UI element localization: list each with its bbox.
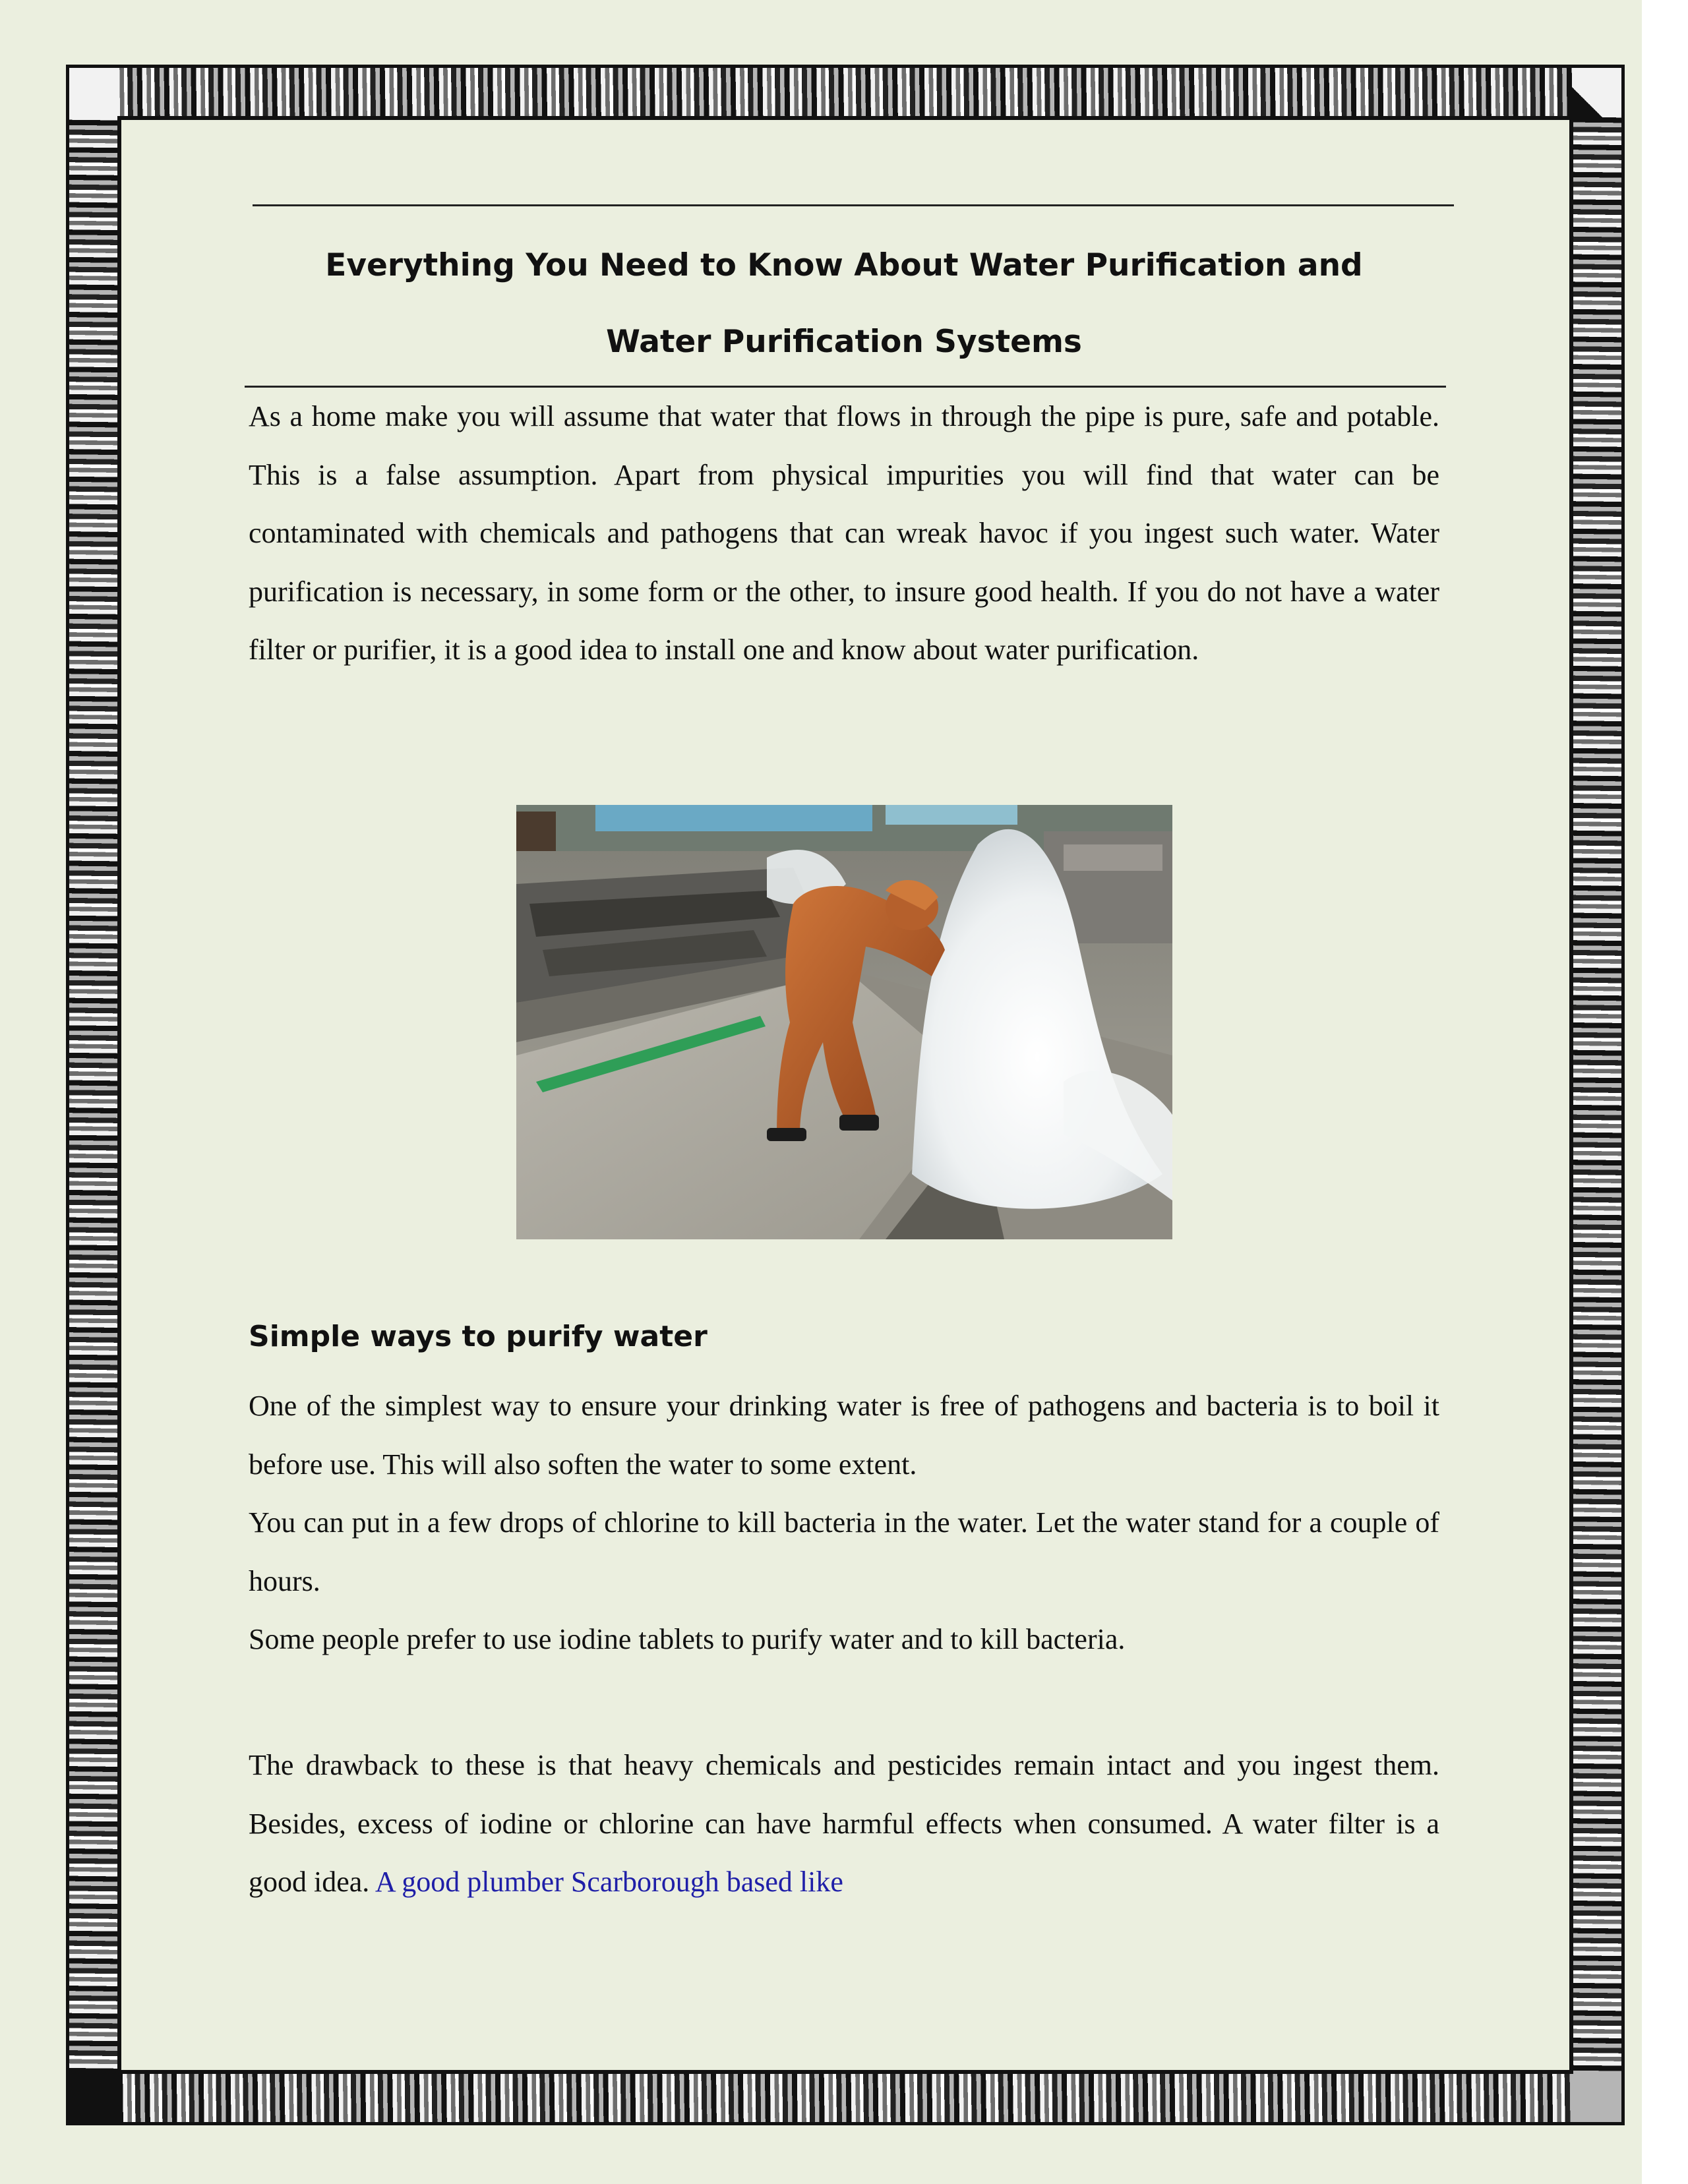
- plumber-scarborough-link[interactable]: A good plumber Scarborough based like: [375, 1866, 843, 1898]
- drawback-text: The drawback to these is that heavy chemicals and pesticides remain intact and you ingest them. Besides, excess of iodine or chlorine can have harmful effects when consumed. A water filter is a good idea.: [249, 1749, 1439, 1898]
- section-heading: Simple ways to purify water: [249, 1320, 708, 1353]
- document-title: Everything You Need to Know About Water Purification and Water Purification Systems: [325, 247, 1363, 360]
- iodine-paragraph: Some people prefer to use iodine tablets to purify water and to kill bacteria.: [249, 1623, 1126, 1655]
- title-top-rule: [253, 204, 1454, 206]
- burst-water-pipe-photo: [516, 805, 1172, 1239]
- boil-paragraph: One of the simplest way to ensure your drinking water is free of pathogens and bacteria is to boil it before use. This will also soften the water to some extent.: [249, 1390, 1439, 1481]
- chlorine-paragraph: You can put in a few drops of chlorine to kill bacteria in the water. Let the water stand for a couple of hours.: [249, 1506, 1439, 1597]
- drawback-paragraph: [249, 1736, 1439, 1912]
- intro-paragraph: As a home make you will assume that water that flows in through the pipe is pure, safe and potable. This is a false assumption. Apart from physical impurities you will find that water can be contaminated with chemicals and pathogens that can wreak havoc if you ingest such water. Water purification is necessary, in some form or the other, to insure good health. If you do not have a water filter or purifier, it is a good idea to install one and know about water purification.: [249, 400, 1439, 666]
